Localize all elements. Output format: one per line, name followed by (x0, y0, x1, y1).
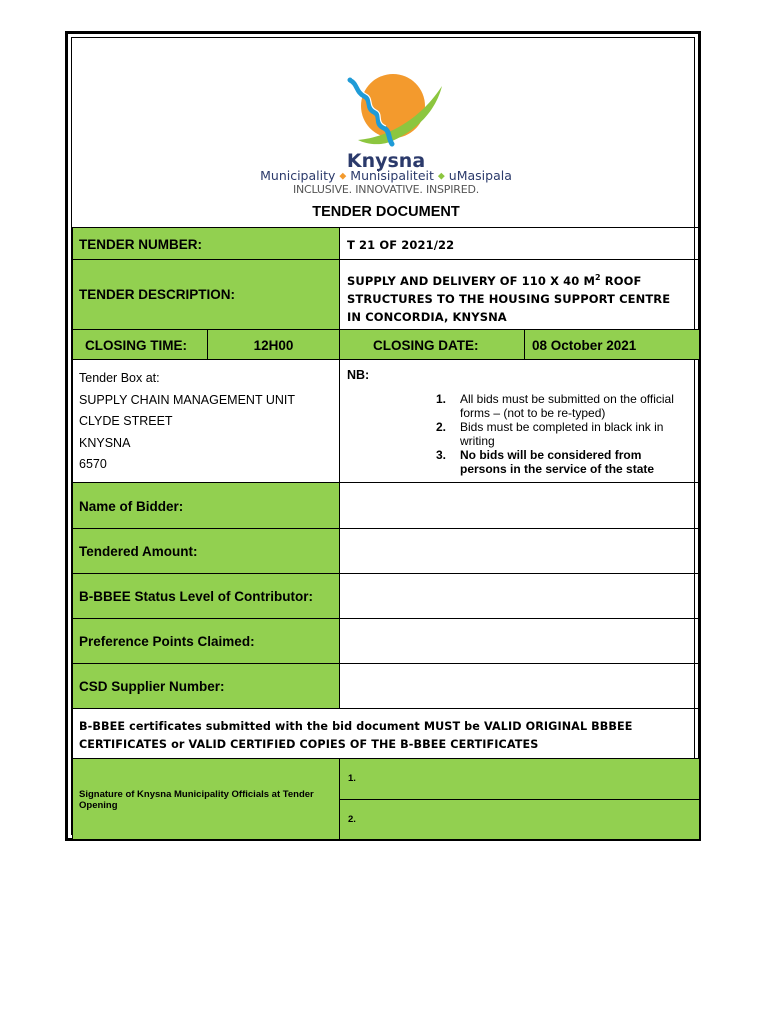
preference-points-label-cell (72, 618, 340, 664)
logo-subtitle-umasipala: uMasipala (448, 168, 512, 183)
closing-date-label: CLOSING DATE: (373, 338, 479, 353)
nb-list (428, 392, 690, 476)
closing-time-label-cell (72, 329, 208, 360)
tender-box-line: KNYSNA (79, 435, 131, 450)
tender-number-value-cell (339, 227, 700, 260)
tender-description-label: TENDER DESCRIPTION: (79, 287, 236, 302)
nb-label: NB: (347, 368, 370, 382)
tendered-amount-label-cell (72, 528, 340, 574)
bullet-icon: ◆ (339, 171, 347, 182)
bbbee-status-label-cell (72, 573, 340, 619)
csd-supplier-number-field[interactable] (339, 663, 700, 709)
tender-number-value: T 21 OF 2021/22 (347, 238, 455, 252)
knysna-logo-icon (338, 68, 448, 148)
csd-supplier-number-label: CSD Supplier Number: (79, 679, 225, 694)
document-title: TENDER DOCUMENT (312, 204, 460, 220)
bbbee-status-field[interactable] (339, 573, 700, 619)
tender-number-label-cell (72, 227, 340, 260)
signature-label: Signature of Knysna Municipality Officials at Tender Opening (79, 789, 314, 811)
csd-supplier-number-label-cell (72, 663, 340, 709)
signature-line-2-number: 2. (348, 814, 356, 825)
logo-area (72, 38, 700, 198)
preference-points-label: Preference Points Claimed: (79, 634, 255, 649)
tender-box-cell (72, 359, 340, 483)
logo-subtitle (72, 168, 700, 183)
logo-subtitle-municipality: Municipality (260, 168, 336, 183)
nb-item: 3. No bids will be considered from persons in the service of the state (435, 448, 655, 476)
closing-time-value: 12H00 (253, 338, 294, 353)
name-of-bidder-field[interactable] (339, 482, 700, 529)
nb-item: 1. All bids must be submitted on the official forms – (not to be re-typed) (435, 392, 674, 420)
tender-box-line: SUPPLY CHAIN MANAGEMENT UNIT (79, 392, 296, 407)
nb-item: 2. Bids must be completed in black ink in writing (435, 420, 664, 448)
bullet-icon: ◆ (437, 171, 445, 182)
tendered-amount-field[interactable] (339, 528, 700, 574)
nb-cell (339, 359, 700, 483)
signature-line-1[interactable] (339, 758, 700, 800)
preference-points-field[interactable] (339, 618, 700, 664)
signature-line-2[interactable] (339, 799, 700, 840)
signature-line-1-number: 1. (348, 773, 356, 784)
closing-date-value: 08 October 2021 (532, 338, 637, 353)
tender-box-address (79, 368, 295, 476)
tender-box-line: CLYDE STREET (79, 414, 173, 428)
bbbee-note-cell (72, 708, 700, 759)
bbbee-status-label: B-BBEE Status Level of Contributor: (79, 589, 314, 604)
closing-date-value-cell (524, 329, 700, 360)
bbbee-note: B-BBEE certificates submitted with the bid document MUST be VALID ORIGINAL BBBEE CERTIFICATES or VALID CERTIFIED COPIES OF THE B-BBEE CERTIFICATES (79, 720, 633, 751)
closing-time-label: CLOSING TIME: (85, 338, 187, 353)
document-frame (65, 31, 701, 841)
logo-brand: Knysna (346, 150, 426, 172)
tender-box-line: 6570 (79, 457, 107, 471)
tender-box-line: Tender Box at: (79, 371, 160, 385)
logo-tagline: INCLUSIVE. INNOVATIVE. INSPIRED. (292, 183, 480, 196)
document-inner (71, 37, 695, 835)
signature-label-cell (72, 758, 340, 840)
closing-time-value-cell (207, 329, 340, 360)
name-of-bidder-label-cell (72, 482, 340, 529)
closing-date-label-cell (339, 329, 525, 360)
tender-description-label-cell (72, 259, 340, 330)
name-of-bidder-label: Name of Bidder: (79, 499, 184, 514)
tender-description-value: SUPPLY AND DELIVERY OF 110 X 40 $M^2$ ROOF STRUCTURES TO THE HOUSING SUPPORT CENTRE IN CONCORDIA, KNYSNA (347, 273, 671, 324)
tendered-amount-label: Tendered Amount: (79, 544, 198, 559)
logo-subtitle-munisipaliteit: Munisipaliteit (350, 168, 434, 183)
tender-description-value-cell (339, 259, 700, 330)
tender-number-label: TENDER NUMBER: (79, 237, 202, 252)
